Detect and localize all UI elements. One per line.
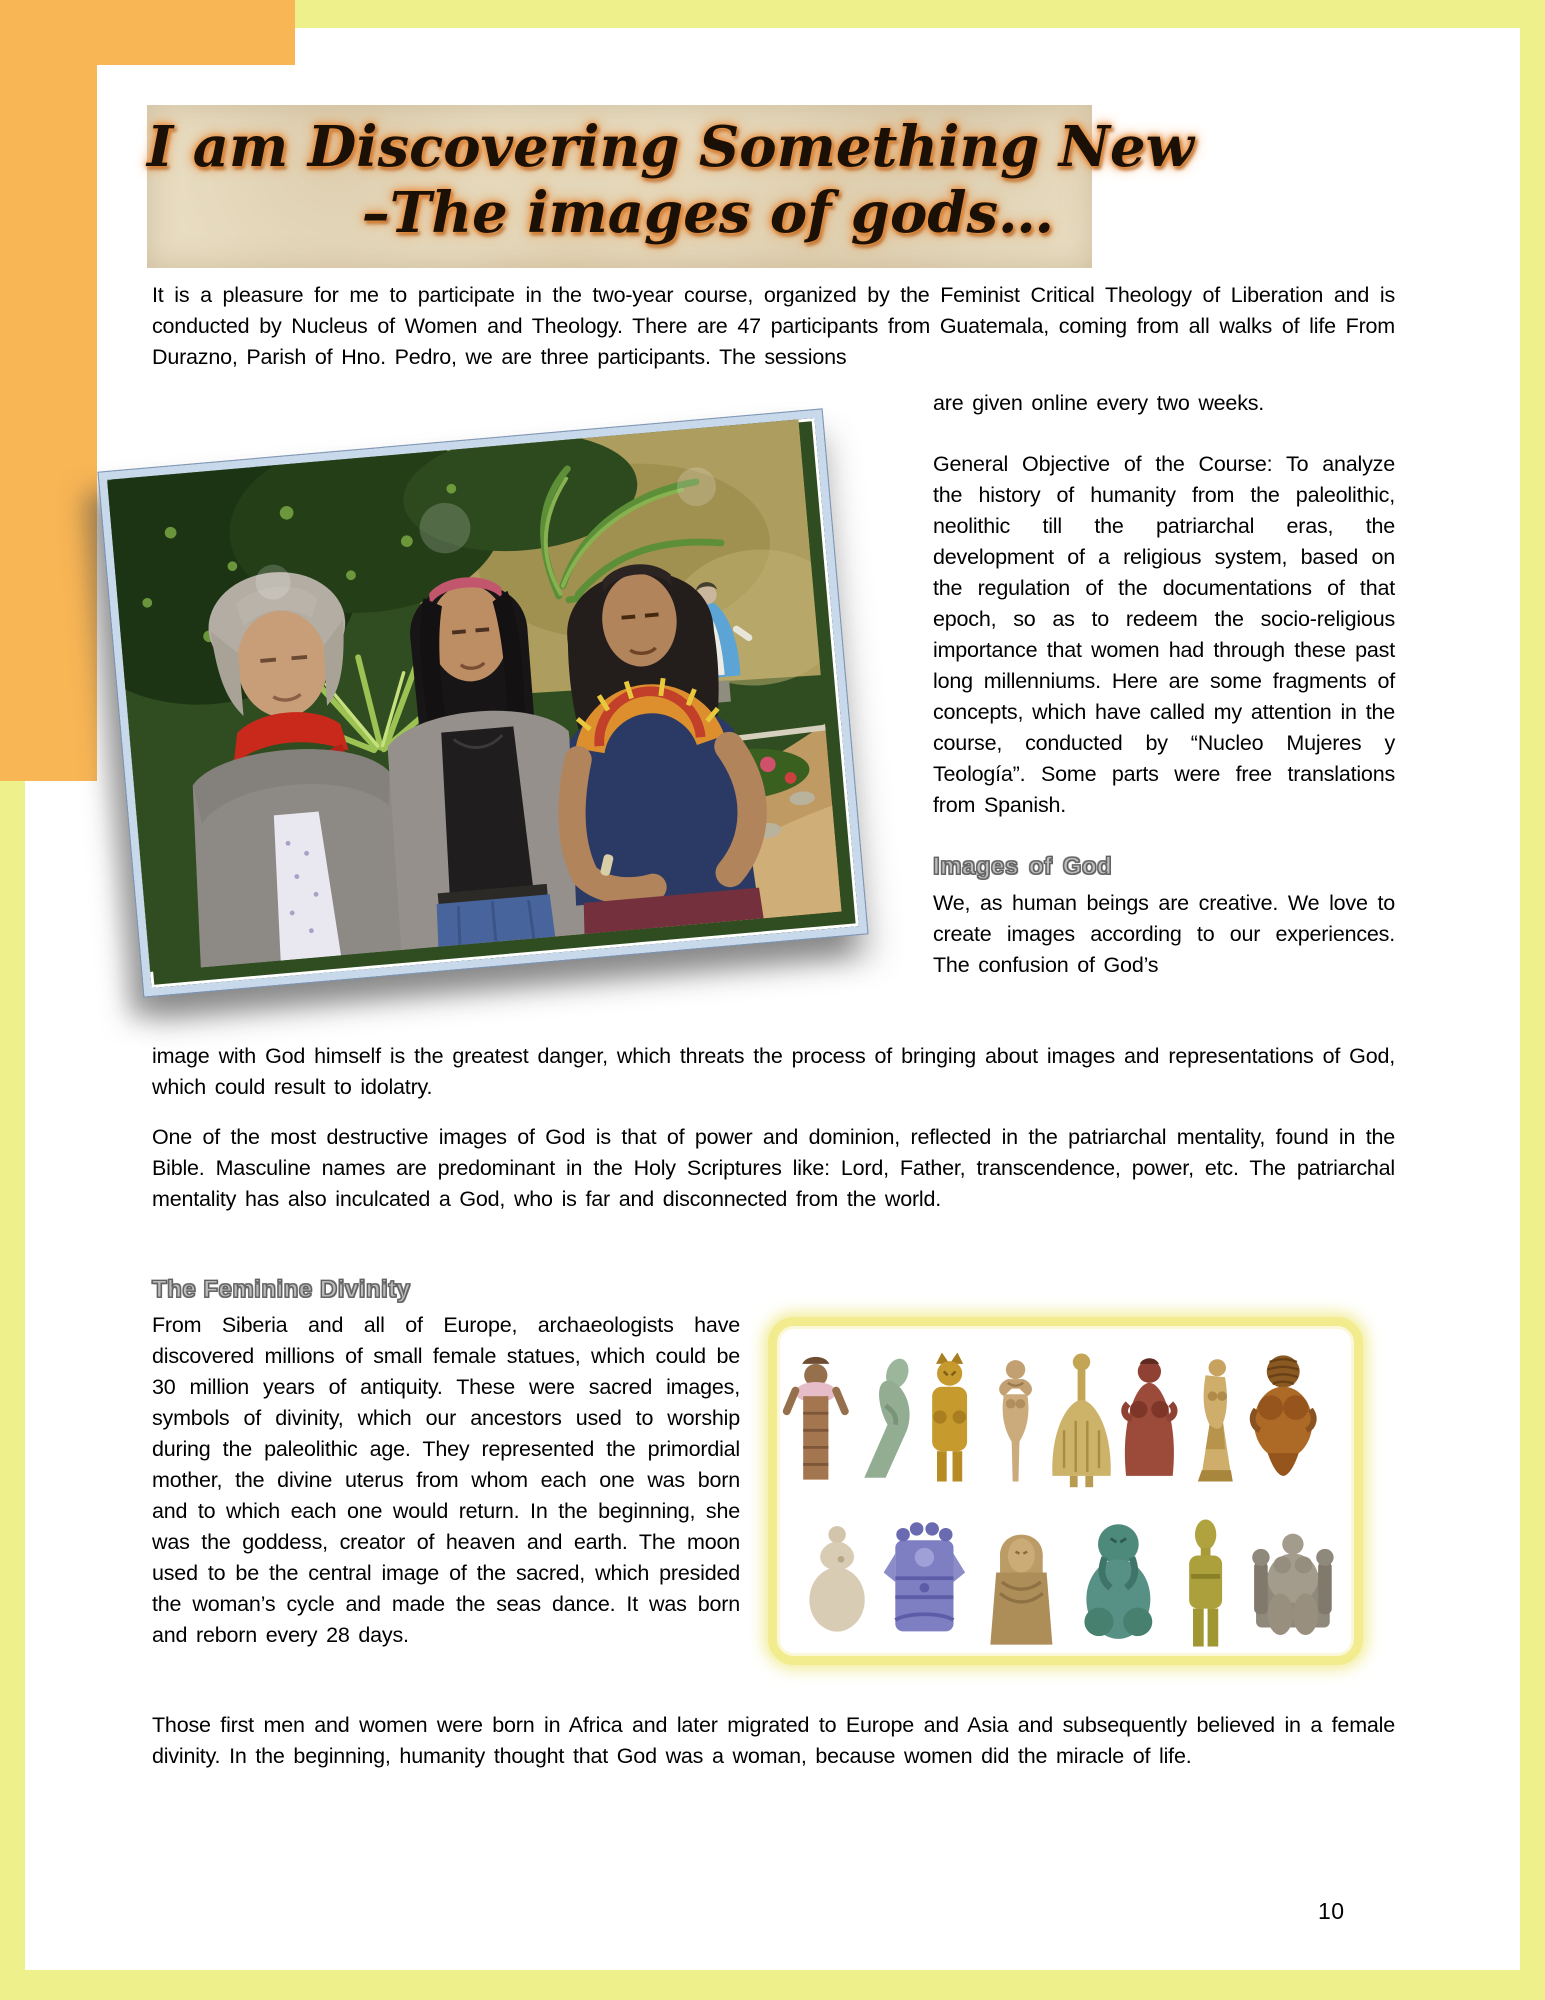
figurine-venus-of-willendorf xyxy=(1253,1355,1314,1475)
paragraph-intro-continuation: are given online every two weeks. xyxy=(933,391,1265,415)
page-number: 10 xyxy=(1318,1898,1345,1924)
page-border-bottom xyxy=(0,1970,1545,2000)
paragraph-course-objective: General Objective of the Course: To analyze the history of humanity from the paleolithic, neolithic till the patriarchal eras, the development of a religious system, based on the regulation of the documentations of that epoch, so as to redeem the socio-religious importance that women had through these past long millenniums. Here are some fragments of concepts, which have called my attention in the course, conducted by “Nucleo Mujeres y Teología”. Some parts were free translations from Spanish. xyxy=(933,452,1395,817)
title-banner xyxy=(147,105,1194,268)
figurine-violin-shaped xyxy=(809,1526,864,1631)
goddess-figurines-image xyxy=(768,1317,1363,1665)
figurine-cycladic-olive xyxy=(1189,1519,1222,1646)
figurine-crowned-mustard xyxy=(932,1353,967,1482)
spacer xyxy=(933,821,1395,851)
heading-feminine-divinity: The Feminine Divinity xyxy=(152,1276,411,1303)
figurines-illustration xyxy=(777,1326,1354,1656)
group-photo xyxy=(98,409,867,996)
figurine-teal-crouching xyxy=(1084,1524,1152,1639)
spacer xyxy=(933,419,1395,449)
page-title-line1: I am Discovering Something New xyxy=(147,114,1194,180)
paragraph-images-of-god: We, as human beings are creative. We love to create images according to our experiences. The confusion of God’s xyxy=(933,891,1395,977)
heading-images-of-god: Images of God xyxy=(933,853,1113,880)
figurine-venus-de-milo xyxy=(1198,1359,1233,1481)
figurine-sphinx-bust xyxy=(990,1535,1052,1645)
figurine-slender-tan xyxy=(999,1360,1032,1481)
figurine-ishtar xyxy=(787,1357,845,1480)
page-title-line2: –The images of gods… xyxy=(361,180,1054,246)
paragraph-images-of-god-continuation: image with God himself is the greatest danger, which threats the process of bringing about images and representations of God, which could result to idolatry. xyxy=(152,1044,1395,1099)
page-border-right xyxy=(1520,0,1545,2000)
paragraph-intro: It is a pleasure for me to participate in the two-year course, organized by the Feminist Critical Theology of Liberation and is conducted by Nucleus of Women and Theology. There are 47 participants from Guatemala, coming from all walks of life From Durazno, Parish of Hno. Pedro, we are three participants. The sessions xyxy=(152,283,1395,369)
figurine-seated-green xyxy=(864,1356,912,1478)
orange-corner-block xyxy=(0,0,295,65)
figurine-bell-shaped xyxy=(1052,1354,1110,1488)
paragraph-first-humans: Those first men and women were born in Africa and later migrated to Europe and Asia and subsequently believed in a female divinity. In the beginning, humanity thought that God was a woman, because women did the miracle of life. xyxy=(152,1713,1395,1768)
paragraph-destructive-images: One of the most destructive images of God is that of power and dominion, reflected in the patriarchal mentality, found in the Bible. Masculine names are predominant in the Holy Scriptures like: Lord, Father, transcendence, power, etc. The patriarchal mentality has also inculcated a God, who is far and disconnected from the world. xyxy=(152,1125,1395,1211)
group-photo-illustration xyxy=(107,419,841,972)
paragraph-feminine-divinity: From Siberia and all of Europe, archaeologists have discovered millions of small female statues, which could be 30 million years of antiquity. These were sacred images, symbols of divinity, which our ancestors used to worship during the paleolithic age. They represented the primordial mother, the divine uterus from whom each one was born and to which each one would return. In the beginning, she was the goddess, creator of heaven and earth. The moon used to be the central image of the sacred, which presided the woman’s cycle and made the seas dance. It was born and reborn every 28 days. xyxy=(152,1313,740,1647)
orange-sidebar-block xyxy=(0,0,97,781)
figurine-terracotta xyxy=(1125,1358,1174,1476)
figurine-seated-goddess xyxy=(1252,1534,1333,1635)
right-column xyxy=(933,388,1395,981)
figurine-blue-plaque xyxy=(884,1522,965,1631)
